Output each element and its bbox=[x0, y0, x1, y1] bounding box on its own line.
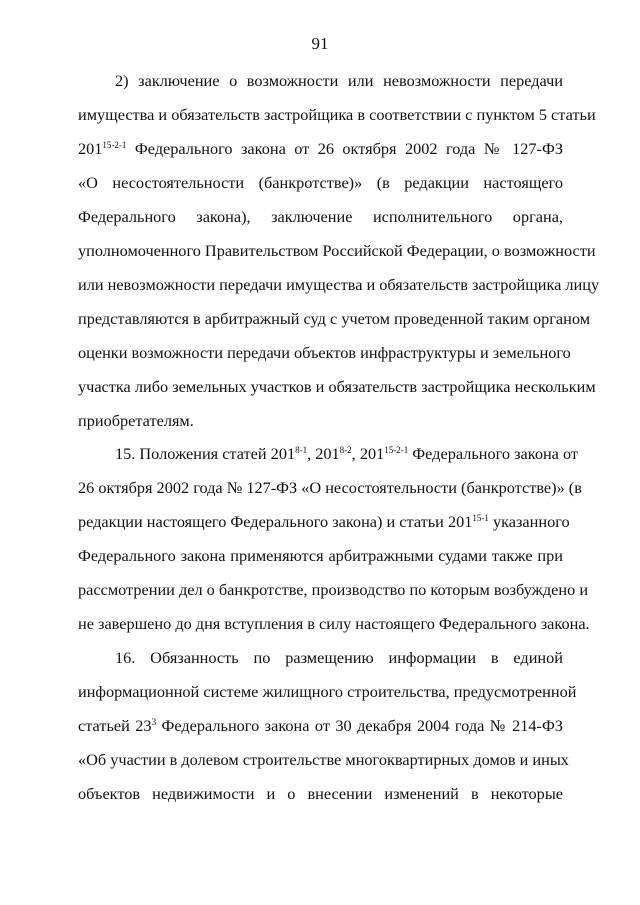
paragraph-2-line-9: оценки возможности передачи объектов инфраструктуры и земельного bbox=[78, 343, 571, 362]
paragraph-2-line-10: участка либо земельных участков и обязательств застройщика нескольким bbox=[78, 377, 596, 396]
paragraph-16-line-2: информационной системе жилищного строительства, предусмотренной bbox=[78, 682, 577, 701]
superscript: 15-2-1 bbox=[102, 140, 127, 150]
paragraph-15-line-2: 26 октября 2002 года № 127-ФЗ «О несостоятельности (банкротстве)» (в bbox=[78, 478, 582, 497]
paragraph-2-line-8: представляются в арбитражный суд с учетом проведенной таким органом bbox=[78, 309, 590, 328]
paragraph-2-line-4: «О несостоятельности (банкротстве)» (в редакции настоящего bbox=[78, 173, 563, 192]
paragraph-15-line-6: не завершено до дня вступления в силу настоящего Федерального закона. bbox=[78, 614, 590, 633]
paragraph-15-line-3 bbox=[78, 512, 570, 532]
text-fragment: 15. Положения статей 201 bbox=[115, 444, 296, 463]
paragraph-16-line-3 bbox=[78, 716, 563, 736]
paragraph-2-line-6: уполномоченного Правительством Российской Федерации, о возможности bbox=[78, 241, 596, 260]
superscript: 8-1 bbox=[295, 445, 308, 455]
text-fragment: Федерального закона от 30 декабря 2004 года № 214-ФЗ bbox=[156, 716, 563, 735]
text-fragment: статьей 23 bbox=[78, 716, 152, 735]
paragraph-2-line-3 bbox=[78, 139, 563, 159]
paragraph-2-line-11: приобретателям. bbox=[78, 411, 194, 430]
text-fragment: Федерального закона от bbox=[408, 444, 579, 463]
paragraph-16-line-4: «Об участии в долевом строительстве многоквартирных домов и иных bbox=[78, 750, 569, 769]
page-number: 91 bbox=[311, 34, 329, 53]
text-fragment: 201 bbox=[78, 139, 103, 158]
paragraph-15-line-1 bbox=[115, 444, 579, 464]
paragraph-2-line-1: 2) заключение о возможности или невозможности передачи bbox=[115, 71, 563, 90]
paragraph-2-line-7: или невозможности передачи имущества и обязательств застройщика лицу bbox=[78, 275, 600, 294]
superscript: 8-2 bbox=[339, 445, 352, 455]
paragraph-16-line-5: объектов недвижимости и о внесении изменений в некоторые bbox=[78, 784, 563, 803]
paragraph-16-line-1: 16. Обязанность по размещению информации в единой bbox=[115, 648, 563, 667]
text-fragment: Федерального закона от 26 октября 2002 года № 127-ФЗ bbox=[126, 139, 563, 158]
superscript: 15-2-1 bbox=[384, 445, 409, 455]
superscript: 3 bbox=[151, 717, 157, 727]
text-fragment: указанного bbox=[488, 512, 570, 531]
text-fragment: , 201 bbox=[307, 444, 340, 463]
paragraph-15-line-4: Федерального закона применяются арбитражными судами также при bbox=[78, 546, 563, 565]
paragraph-2-line-2: имущества и обязательств застройщика в соответствии с пунктом 5 статьи bbox=[78, 105, 596, 124]
text-fragment: , 201 bbox=[351, 444, 385, 463]
paragraph-2-line-5: Федерального закона), заключение исполнительного органа, bbox=[78, 207, 563, 226]
paragraph-15-line-5: рассмотрении дел о банкротстве, производство по которым возбуждено и bbox=[78, 580, 589, 599]
text-fragment: редакции настоящего Федерального закона) и статьи 201 bbox=[78, 512, 473, 531]
superscript: 15-1 bbox=[472, 513, 489, 523]
